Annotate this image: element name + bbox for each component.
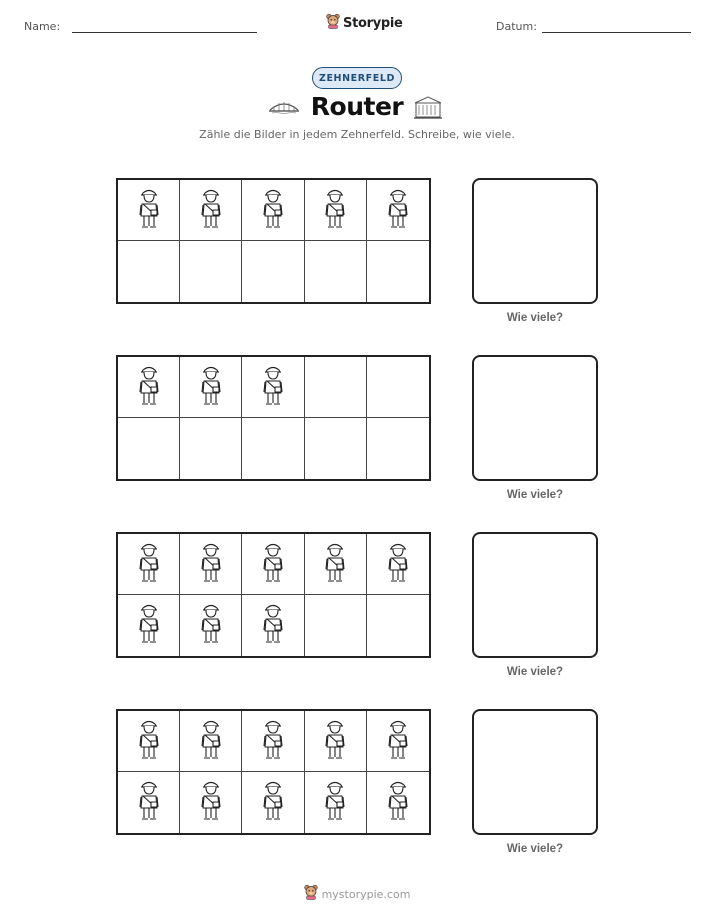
frame-cell — [118, 357, 180, 418]
frame-cell — [305, 711, 367, 772]
ten-frame-1 — [116, 178, 431, 304]
ten-frame-2 — [116, 355, 431, 481]
footer-url[interactable]: mystorypie.com — [321, 888, 411, 901]
frame-cell — [180, 711, 242, 772]
mail-carrier-icon — [137, 718, 161, 765]
frame-cell — [367, 772, 429, 833]
mail-carrier-icon — [261, 364, 285, 411]
frame-cell — [305, 595, 367, 656]
answer-box-2[interactable] — [472, 355, 598, 481]
frame-cell — [118, 534, 180, 595]
frame-cell — [305, 534, 367, 595]
frame-cell — [118, 180, 180, 241]
frame-cell — [118, 772, 180, 833]
topic-badge: ZEHNERFELD — [312, 67, 402, 89]
brand-logo — [326, 13, 403, 34]
mail-carrier-icon — [323, 718, 347, 765]
frame-cell — [242, 180, 304, 241]
frame-cell — [305, 418, 367, 479]
date-label: Datum: — [496, 20, 537, 33]
mail-carrier-icon — [323, 187, 347, 234]
mail-carrier-icon — [386, 541, 410, 588]
frame-cell — [367, 418, 429, 479]
mail-carrier-icon — [261, 779, 285, 826]
frame-cell — [180, 357, 242, 418]
name-label: Name: — [24, 20, 61, 33]
mail-carrier-icon — [137, 779, 161, 826]
frame-cell — [242, 241, 304, 302]
name-line[interactable] — [72, 32, 257, 33]
mail-carrier-icon — [261, 602, 285, 649]
frame-cell — [305, 772, 367, 833]
brand-name: Storypie — [343, 16, 403, 31]
frame-cell — [118, 711, 180, 772]
frame-cell — [367, 180, 429, 241]
frame-cell — [180, 241, 242, 302]
frame-cell — [367, 357, 429, 418]
mail-carrier-icon — [199, 187, 223, 234]
mail-carrier-icon — [261, 541, 285, 588]
mail-carrier-icon — [199, 718, 223, 765]
how-many-label-3: Wie viele? — [506, 666, 564, 678]
title-row — [0, 92, 714, 124]
frame-cell — [180, 595, 242, 656]
instructions: Zähle die Bilder in jedem Zehnerfeld. Schreibe, wie viele. — [199, 128, 515, 141]
frame-cell — [242, 772, 304, 833]
frame-cell — [367, 534, 429, 595]
frame-cell — [305, 241, 367, 302]
bear-mascot-icon — [304, 884, 318, 905]
mail-carrier-icon — [137, 602, 161, 649]
mail-carrier-icon — [199, 364, 223, 411]
frame-cell — [305, 357, 367, 418]
mail-carrier-icon — [199, 541, 223, 588]
how-many-label-1: Wie viele? — [506, 312, 564, 324]
mail-carrier-icon — [137, 364, 161, 411]
frame-cell — [242, 595, 304, 656]
answer-box-1[interactable] — [472, 178, 598, 304]
frame-cell — [118, 595, 180, 656]
frame-cell — [118, 241, 180, 302]
frame-cell — [118, 418, 180, 479]
frame-cell — [367, 595, 429, 656]
answer-box-3[interactable] — [472, 532, 598, 658]
frame-cell — [242, 534, 304, 595]
mail-carrier-icon — [137, 541, 161, 588]
mail-carrier-icon — [261, 187, 285, 234]
frame-cell — [242, 711, 304, 772]
mail-carrier-icon — [323, 779, 347, 826]
frame-cell — [180, 534, 242, 595]
answer-box-4[interactable] — [472, 709, 598, 835]
mail-carrier-icon — [199, 602, 223, 649]
mail-carrier-icon — [261, 718, 285, 765]
footer — [0, 884, 714, 905]
mail-carrier-icon — [137, 187, 161, 234]
frame-cell — [180, 772, 242, 833]
date-line[interactable] — [542, 32, 691, 33]
building-icon — [412, 94, 444, 125]
frame-cell — [242, 418, 304, 479]
ten-frame-3 — [116, 532, 431, 658]
how-many-label-4: Wie viele? — [506, 843, 564, 855]
frame-cell — [180, 418, 242, 479]
mail-carrier-icon — [386, 187, 410, 234]
bear-mascot-icon — [326, 13, 340, 34]
mail-carrier-icon — [323, 541, 347, 588]
mail-carrier-icon — [386, 779, 410, 826]
frame-cell — [367, 241, 429, 302]
ten-frame-4 — [116, 709, 431, 835]
page-title: Router — [310, 92, 404, 121]
frame-cell — [305, 180, 367, 241]
how-many-label-2: Wie viele? — [506, 489, 564, 501]
frame-cell — [367, 711, 429, 772]
frame-cell — [180, 180, 242, 241]
frame-cell — [242, 357, 304, 418]
mail-carrier-icon — [199, 779, 223, 826]
mail-carrier-icon — [386, 718, 410, 765]
